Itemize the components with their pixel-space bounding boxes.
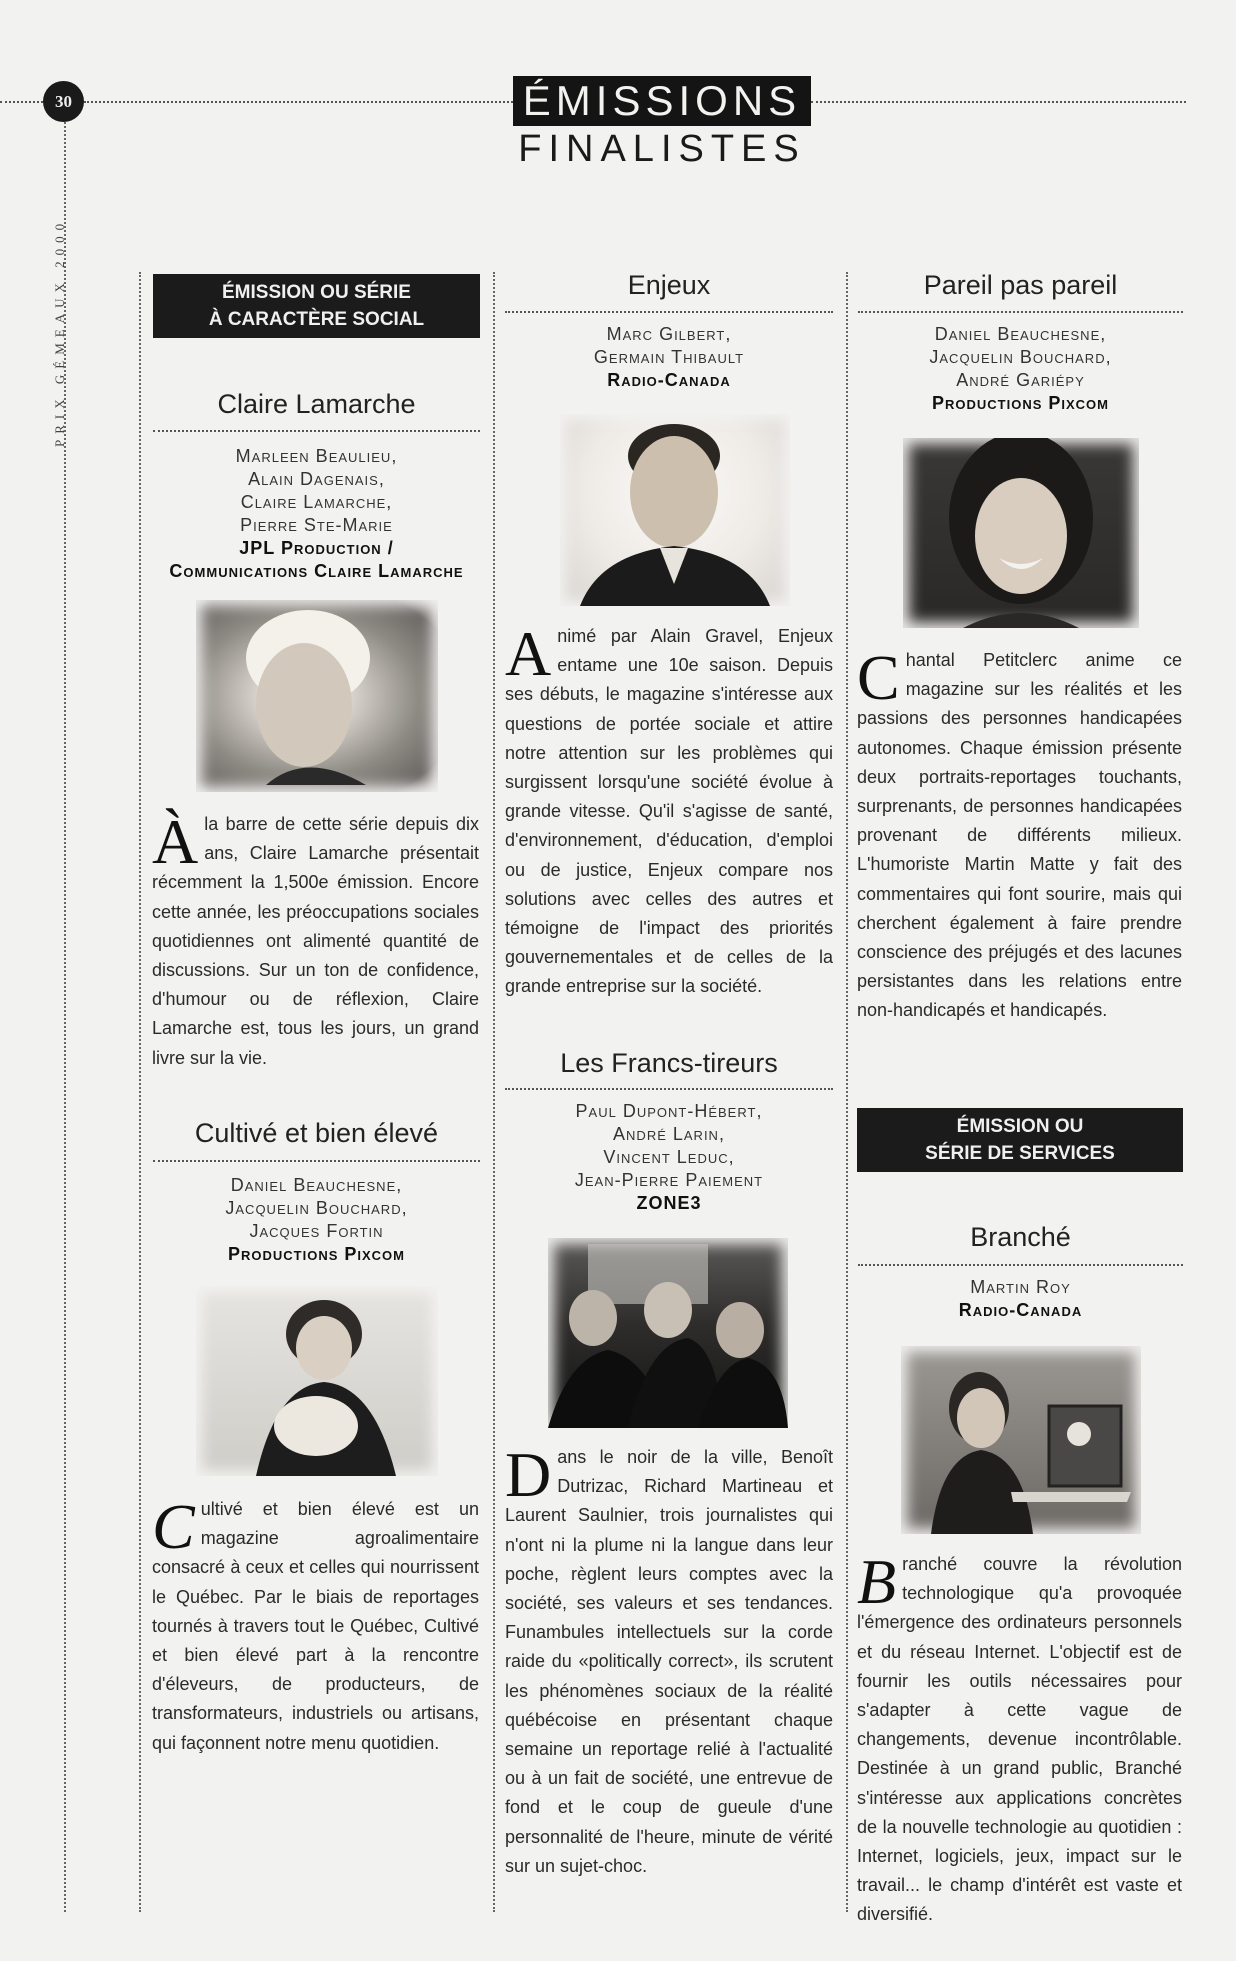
description-text: hantal Petitclerc anime ce magazine sur les réalités et les passions des personnes handicapées autonomes. Chaque émission présente deux portraits-reportages touchants, surprenants, de personnes handicapées provenant de différents milieux. L'humoriste Martin Matte y fait des commentaires qui font sourire, mais qui cherchent également à faire prendre conscience des préjugés et des lacunes persistantes dans les relations entre non-handicapés et handicapés.: [857, 650, 1182, 1021]
description-text: la barre de cette série depuis dix ans, Claire Lamarche présentait récemment la 1,500e émission. Encore cette année, les préoccupations sociales quotidiennes ont alimenté quantité de discussions. Sur un ton de confidence, d'humour ou de réflexion, Claire Lamarche est, tous les jours, un grand livre sur la vie.: [152, 814, 479, 1068]
show-description: [857, 642, 1182, 1026]
drop-cap: D: [505, 1439, 552, 1510]
production-company: Productions Pixcom: [227, 1244, 405, 1264]
show-photo: [560, 414, 790, 606]
top-rule-mid: [84, 101, 513, 103]
show-title: Les Francs-tireurs: [560, 1048, 778, 1078]
drop-cap: B: [857, 1546, 897, 1617]
title-rule: [858, 311, 1183, 313]
col-separator-3: [846, 272, 848, 1912]
page-title: ÉMISSIONS: [513, 76, 811, 126]
show-photo: [196, 1286, 438, 1476]
description-text: ranché couvre la révolution technologique qu'a provoquée l'émergence des ordinateurs personnels et du réseau Internet. L'objectif est de fournir les outils nécessaires pour s'adapter à cette vague de changements, devenue incontrôlable. Destinée à un grand public, Branché s'intéresse aux applications concrètes de la nouvelle technologie au quotidien : Internet, logiciels, jeux, impact sur le travail... le champ d'intérêt est vaste et diversifié.: [857, 1554, 1182, 1925]
credit-name: Alain Dagenais,: [248, 469, 385, 489]
show-description: [505, 618, 833, 1002]
production-company: Communications Claire Lamarche: [169, 561, 464, 581]
credits: [500, 1100, 838, 1215]
show-description: [152, 1491, 479, 1758]
show-photo: [196, 600, 438, 792]
show-title: Cultivé et bien élevé: [194, 1118, 439, 1148]
category-line: ÉMISSION OU: [956, 1116, 1084, 1137]
page-subtitle: FINALISTES: [518, 128, 806, 170]
production-company: Radio-Canada: [607, 370, 731, 390]
credits: [148, 1174, 485, 1266]
drop-cap: À: [152, 806, 199, 877]
title-rule: [153, 1160, 480, 1162]
description-text: ans le noir de la ville, Benoît Dutrizac, Richard Martineau et Laurent Saulnier, trois journalistes qui n'ont ni la plume ni la langue dans leur poche, règlent leurs comptes avec la société, ses valeurs et ses tendances. Funambules intellectuels sur la corde raide du «politically correct», ils scrutent les phénomènes sociaux de la réalité québécoise en présentant chaque semaine un reportage relié à l'actualité ou à un fait de société, une entrevue de fond et le coup de gueule d'une personnalité de l'heure, minute de vérité sur un sujet-choc.: [505, 1447, 833, 1876]
credits: [148, 445, 485, 583]
title-rule: [505, 311, 833, 313]
credit-name: Marleen Beaulieu,: [235, 446, 398, 466]
title-rule: [153, 430, 480, 432]
show-description: [505, 1439, 833, 1881]
production-company: ZONE3: [636, 1193, 702, 1213]
credit-name: Jacquelin Bouchard,: [929, 347, 1112, 367]
credit-name: Daniel Beauchesne,: [934, 324, 1107, 344]
show-description: [152, 806, 479, 1073]
top-rule-left: [0, 101, 43, 103]
show-title: Pareil pas pareil: [923, 270, 1118, 300]
category-line: ÉMISSION OU SÉRIE: [222, 282, 411, 303]
credit-name: Paul Dupont-Hébert,: [575, 1101, 763, 1121]
credit-name: Martin Roy: [970, 1277, 1071, 1297]
production-company: Productions Pixcom: [931, 393, 1109, 413]
top-rule-right: [811, 101, 1186, 103]
drop-cap: C: [857, 642, 900, 713]
category-banner: [153, 274, 480, 338]
credit-name: Vincent Leduc,: [603, 1147, 735, 1167]
portrait-woman-short-hair-icon: [196, 600, 438, 792]
credit-name: André Larin,: [613, 1124, 725, 1144]
show-title: Claire Lamarche: [217, 389, 416, 419]
title-rule: [858, 1264, 1183, 1266]
description-text: ultivé et bien élevé est un magazine agroalimentaire consacré à ceux et celles qui nourrissent le Québec. Par le biais de reportages tournés à travers tout le Québec, Cultivé et bien élevé part à la rencontre d'éleveurs, de producteurs, de transformateurs, industriels ou artisans, qui façonnent notre menu quotidien.: [152, 1499, 479, 1753]
production-company: JPL Production /: [239, 538, 394, 558]
show-photo: [548, 1238, 788, 1428]
show-photo: [901, 1346, 1141, 1534]
credit-name: Jean-Pierre Paiement: [574, 1170, 764, 1190]
credit-name: Jacques Fortin: [249, 1221, 384, 1241]
credit-name: André Gariépy: [956, 370, 1085, 390]
show-title: Enjeux: [627, 270, 711, 300]
woman-holding-lamb-icon: [196, 1286, 438, 1476]
credit-name: Marc Gilbert,: [606, 324, 732, 344]
category-line: SÉRIE DE SERVICES: [925, 1143, 1115, 1164]
credit-name: Germain Thibault: [593, 347, 745, 367]
description-text: nimé par Alain Gravel, Enjeux entame une 10e saison. Depuis ses débuts, le magazine s'intéresse aux questions de portée sociale et attire notre attention sur les problèmes qui surgissent lorsqu'une société évolue à grande vitesse. Qu'il s'agisse de santé, d'environnement, d'éducation, d'emploi ou de justice, Enjeux compare nos solutions avec celles des autres et témoigne de l'impact des priorités gouvernementales et de celles de la grande entreprise sur la société.: [505, 626, 833, 997]
three-men-night-icon: [548, 1238, 788, 1428]
credit-name: Daniel Beauchesne,: [230, 1175, 403, 1195]
credits: [853, 1276, 1188, 1322]
production-company: Radio-Canada: [958, 1300, 1083, 1320]
credit-name: Jacquelin Bouchard,: [225, 1198, 408, 1218]
show-photo: [903, 438, 1139, 628]
drop-cap: A: [505, 618, 552, 689]
show-description: [857, 1546, 1182, 1930]
side-label: PRIX GÉMEAUX 2000: [52, 217, 67, 448]
category-banner: [857, 1108, 1183, 1172]
man-with-sign-icon: [901, 1346, 1141, 1534]
portrait-man-suit-icon: [560, 414, 790, 606]
portrait-smiling-woman-icon: [903, 438, 1139, 628]
credit-name: Pierre Ste-Marie: [240, 515, 393, 535]
show-title: Branché: [970, 1222, 1071, 1252]
col-separator-1: [139, 272, 141, 1912]
col-separator-2: [493, 272, 495, 1912]
credit-name: Claire Lamarche,: [240, 492, 393, 512]
drop-cap: C: [152, 1491, 195, 1562]
title-rule: [505, 1088, 833, 1090]
credits: [500, 323, 838, 392]
page-number: 30: [43, 81, 84, 122]
credits: [853, 323, 1188, 415]
category-line: À CARACTÈRE SOCIAL: [208, 309, 425, 330]
